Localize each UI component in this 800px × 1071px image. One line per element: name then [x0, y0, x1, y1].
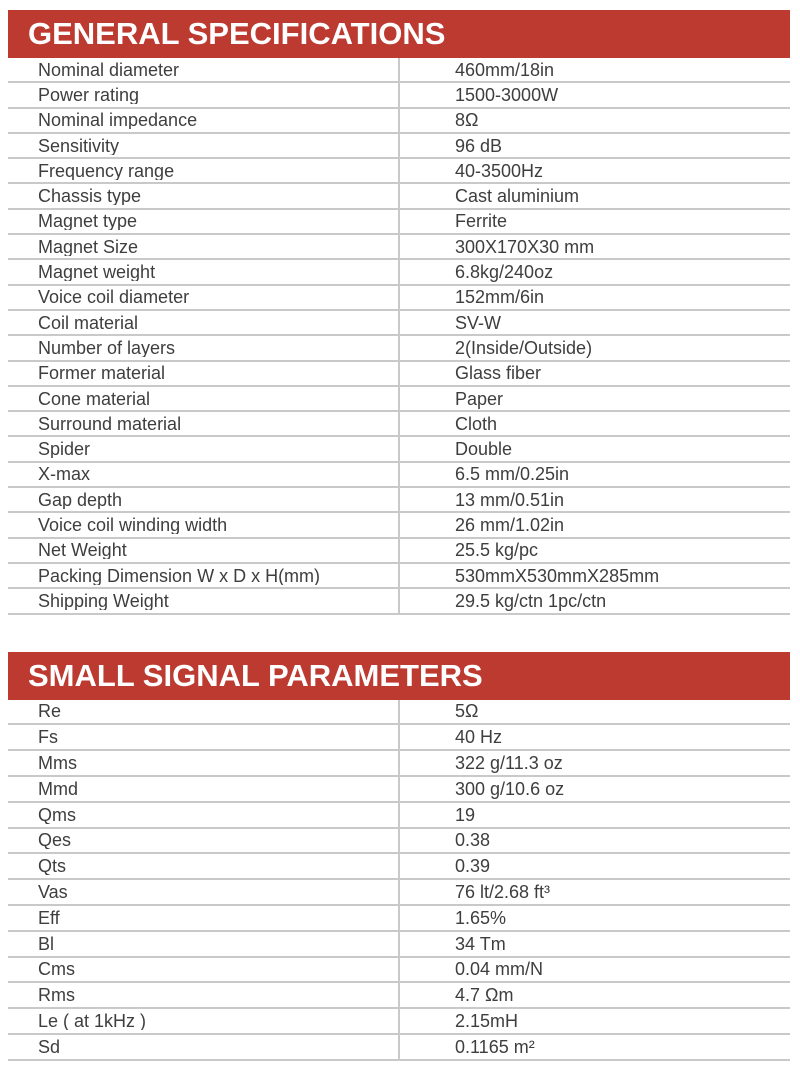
spec-value: 26 mm/1.02in [398, 513, 790, 536]
spec-row [8, 700, 790, 726]
spec-row [8, 906, 790, 932]
spec-value: 530mmX530mmX285mm [398, 564, 790, 587]
spec-row [8, 880, 790, 906]
spec-value: 1500-3000W [398, 83, 790, 106]
spec-value: 322 g/11.3 oz [398, 751, 790, 775]
spec-row [8, 159, 790, 184]
spec-row [8, 286, 790, 311]
spec-label: Packing Dimension W x D x H(mm) [38, 566, 321, 585]
spec-label: Number of layers [38, 338, 176, 357]
spec-row [8, 777, 790, 803]
spec-value: 0.04 mm/N [398, 958, 790, 982]
spec-value: Glass fiber [398, 362, 790, 385]
spec-value: 40-3500Hz [398, 159, 790, 182]
spec-label: Shipping Weight [38, 591, 169, 610]
spec-label: Voice coil diameter [38, 288, 190, 307]
spec-value: 13 mm/0.51in [398, 488, 790, 511]
spec-label: Bl [38, 934, 55, 953]
section-title-small-signal-parameters: SMALL SIGNAL PARAMETERS [8, 652, 790, 700]
spec-row [8, 109, 790, 134]
spec-label: Magnet weight [38, 263, 156, 282]
spec-label: Net Weight [38, 541, 127, 560]
spec-label: Qms [38, 805, 76, 824]
spec-row [8, 1035, 790, 1061]
spec-label: Voice coil winding width [38, 515, 228, 534]
spec-label: Nominal diameter [38, 60, 180, 79]
spec-value: 6.5 mm/0.25in [398, 463, 790, 486]
spec-row [8, 134, 790, 159]
spec-label: Gap depth [38, 490, 123, 509]
spec-row [8, 488, 790, 513]
spec-row [8, 437, 790, 462]
spec-label: Re [38, 702, 62, 721]
spec-label: Sensitivity [38, 136, 120, 155]
section-general-specifications [8, 10, 790, 615]
spec-value: 76 lt/2.68 ft³ [398, 880, 790, 904]
spec-label: Coil material [38, 313, 139, 332]
spec-value: 300 g/10.6 oz [398, 777, 790, 801]
spec-label: Qts [38, 857, 67, 876]
spec-label: Mms [38, 754, 77, 773]
spec-value: Ferrite [398, 210, 790, 233]
spec-row [8, 983, 790, 1009]
spec-value: 8Ω [398, 109, 790, 132]
section-title-general-specifications: GENERAL SPECIFICATIONS [8, 10, 790, 58]
spec-row [8, 387, 790, 412]
spec-row [8, 235, 790, 260]
section-gap [8, 615, 790, 652]
spec-label: Former material [38, 364, 166, 383]
spec-value: SV-W [398, 311, 790, 334]
spec-value: 6.8kg/240oz [398, 260, 790, 283]
spec-label: Fs [38, 728, 58, 747]
spec-row [8, 210, 790, 235]
spec-label: Qes [38, 831, 72, 850]
spec-label: Eff [38, 908, 60, 927]
spec-value: 152mm/6in [398, 286, 790, 309]
spec-row [8, 362, 790, 387]
spec-value: 25.5 kg/pc [398, 539, 790, 562]
spec-row [8, 184, 790, 209]
small-signal-parameters-table [8, 700, 790, 1061]
spec-row [8, 958, 790, 984]
spec-row [8, 412, 790, 437]
spec-label: Magnet type [38, 212, 138, 231]
spec-value: Cloth [398, 412, 790, 435]
spec-label: X-max [38, 465, 91, 484]
section-small-signal-parameters [8, 652, 790, 1061]
spec-row [8, 336, 790, 361]
spec-label: Surround material [38, 414, 182, 433]
spec-row [8, 725, 790, 751]
spec-label: Nominal impedance [38, 111, 198, 130]
spec-row [8, 58, 790, 83]
spec-label: Spider [38, 440, 91, 459]
spec-row [8, 83, 790, 108]
spec-value: 300X170X30 mm [398, 235, 790, 258]
spec-value: Paper [398, 387, 790, 410]
spec-row [8, 463, 790, 488]
spec-row [8, 589, 790, 614]
spec-row [8, 564, 790, 589]
general-specifications-table [8, 58, 790, 615]
spec-row [8, 311, 790, 336]
spec-value: 2.15mH [398, 1009, 790, 1033]
spec-value: 460mm/18in [398, 58, 790, 81]
spec-label: Le ( at 1kHz ) [38, 1011, 147, 1030]
spec-label: Magnet Size [38, 237, 139, 256]
spec-row [8, 513, 790, 538]
spec-value: 34 Tm [398, 932, 790, 956]
spec-value: 0.38 [398, 829, 790, 853]
spec-value: Cast aluminium [398, 184, 790, 207]
spec-row [8, 260, 790, 285]
spec-value: 96 dB [398, 134, 790, 157]
spec-row [8, 932, 790, 958]
spec-label: Rms [38, 986, 75, 1005]
spec-value: 0.39 [398, 854, 790, 878]
spec-row [8, 829, 790, 855]
spec-value: 1.65% [398, 906, 790, 930]
spec-value: 29.5 kg/ctn 1pc/ctn [398, 589, 790, 612]
spec-value: 40 Hz [398, 725, 790, 749]
spec-row [8, 539, 790, 564]
spec-label: Cms [38, 960, 75, 979]
spec-label: Cone material [38, 389, 151, 408]
spec-row [8, 751, 790, 777]
spec-row [8, 1009, 790, 1035]
spec-value: 0.1165 m² [398, 1035, 790, 1059]
spec-label: Power rating [38, 85, 140, 104]
spec-value: 4.7 Ωm [398, 983, 790, 1007]
spec-label: Frequency range [38, 161, 175, 180]
spec-label: Chassis type [38, 187, 142, 206]
spec-label: Vas [38, 883, 68, 901]
spec-label: Mmd [38, 779, 78, 798]
spec-value: 2(Inside/Outside) [398, 336, 790, 359]
spec-row [8, 803, 790, 829]
spec-value: Double [398, 437, 790, 460]
spec-value: 19 [398, 803, 790, 827]
spec-label: Sd [38, 1037, 61, 1056]
spec-row [8, 854, 790, 880]
spec-value: 5Ω [398, 700, 790, 724]
